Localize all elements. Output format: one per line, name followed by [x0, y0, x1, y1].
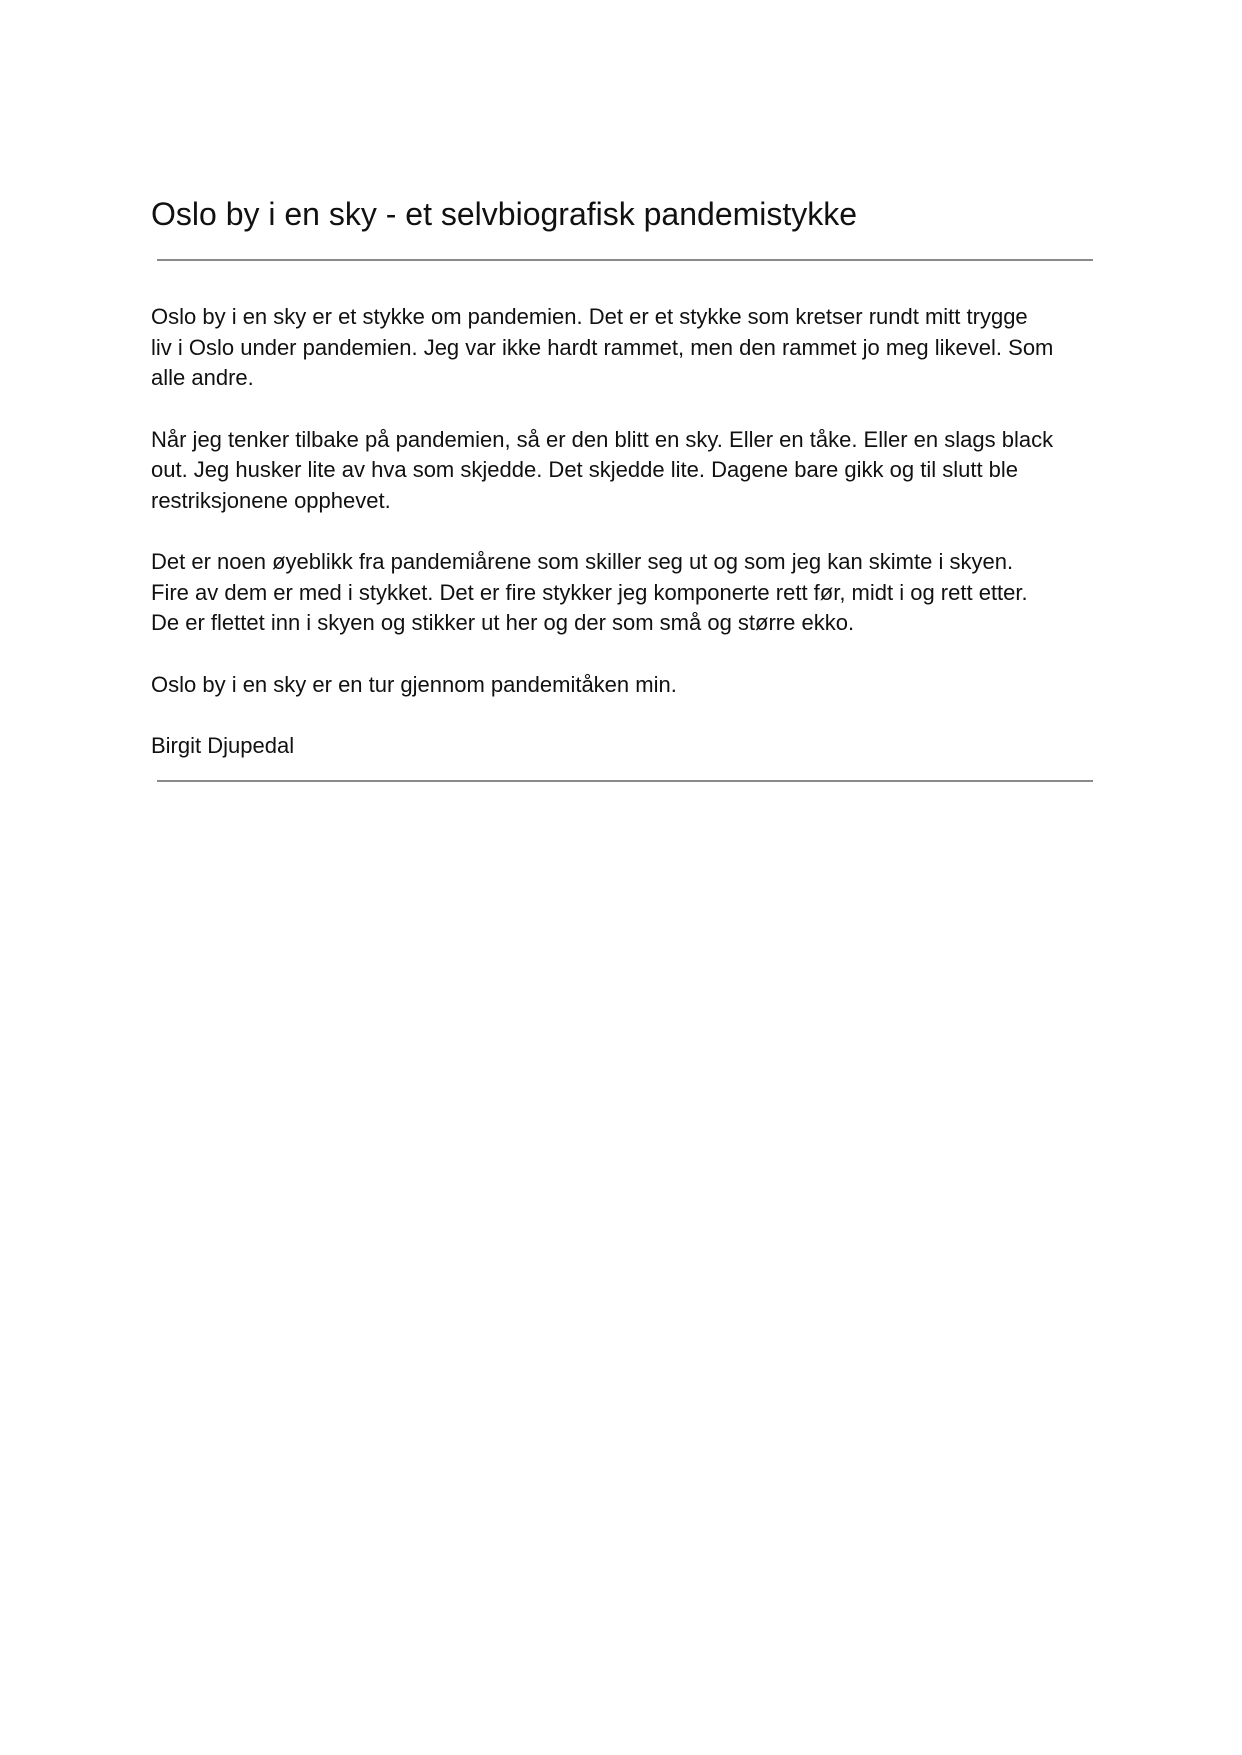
paragraph-line: Oslo by i en sky er et stykke om pandemien. Det er et stykke som kretser rundt mitt trygge	[151, 304, 1028, 329]
paragraph-1	[151, 302, 1111, 394]
paragraph-line: alle andre.	[151, 365, 254, 390]
paragraph-line: out. Jeg husker lite av hva som skjedde. Det skjedde lite. Dagene bare gikk og til slutt ble	[151, 457, 1019, 482]
paragraph-line: Når jeg tenker tilbake på pandemien, så er den blitt en sky. Eller en tåke. Eller en slags black	[151, 426, 1054, 452]
paragraph-line: restriksjonene opphevet.	[151, 487, 391, 513]
document-body	[151, 302, 1111, 762]
paragraph-line: liv i Oslo under pandemien. Jeg var ikke hardt rammet, men den rammet jo meg likevel. Som	[151, 334, 1054, 360]
paragraph-line: Fire av dem er med i stykket. Det er fire stykker jeg komponerte rett før, midt i og rett etter.	[151, 579, 1028, 605]
paragraph-3	[151, 547, 1111, 639]
author-signature: Birgit Djupedal	[151, 733, 295, 758]
footer-divider	[157, 780, 1093, 782]
title-divider	[157, 259, 1093, 261]
paragraph-4	[151, 670, 1111, 701]
paragraph-line: Oslo by i en sky er en tur gjennom pandemitåken min.	[151, 671, 677, 697]
paragraph-line: Det er noen øyeblikk fra pandemiårene som skiller seg ut og som jeg kan skimte i skyen.	[151, 549, 1014, 574]
paragraph-2	[151, 425, 1111, 517]
paragraph-line: De er flettet inn i skyen og stikker ut her og der som små og større ekko.	[151, 610, 855, 635]
document-title: Oslo by i en sky - et selvbiografisk pandemistykke	[151, 196, 858, 232]
